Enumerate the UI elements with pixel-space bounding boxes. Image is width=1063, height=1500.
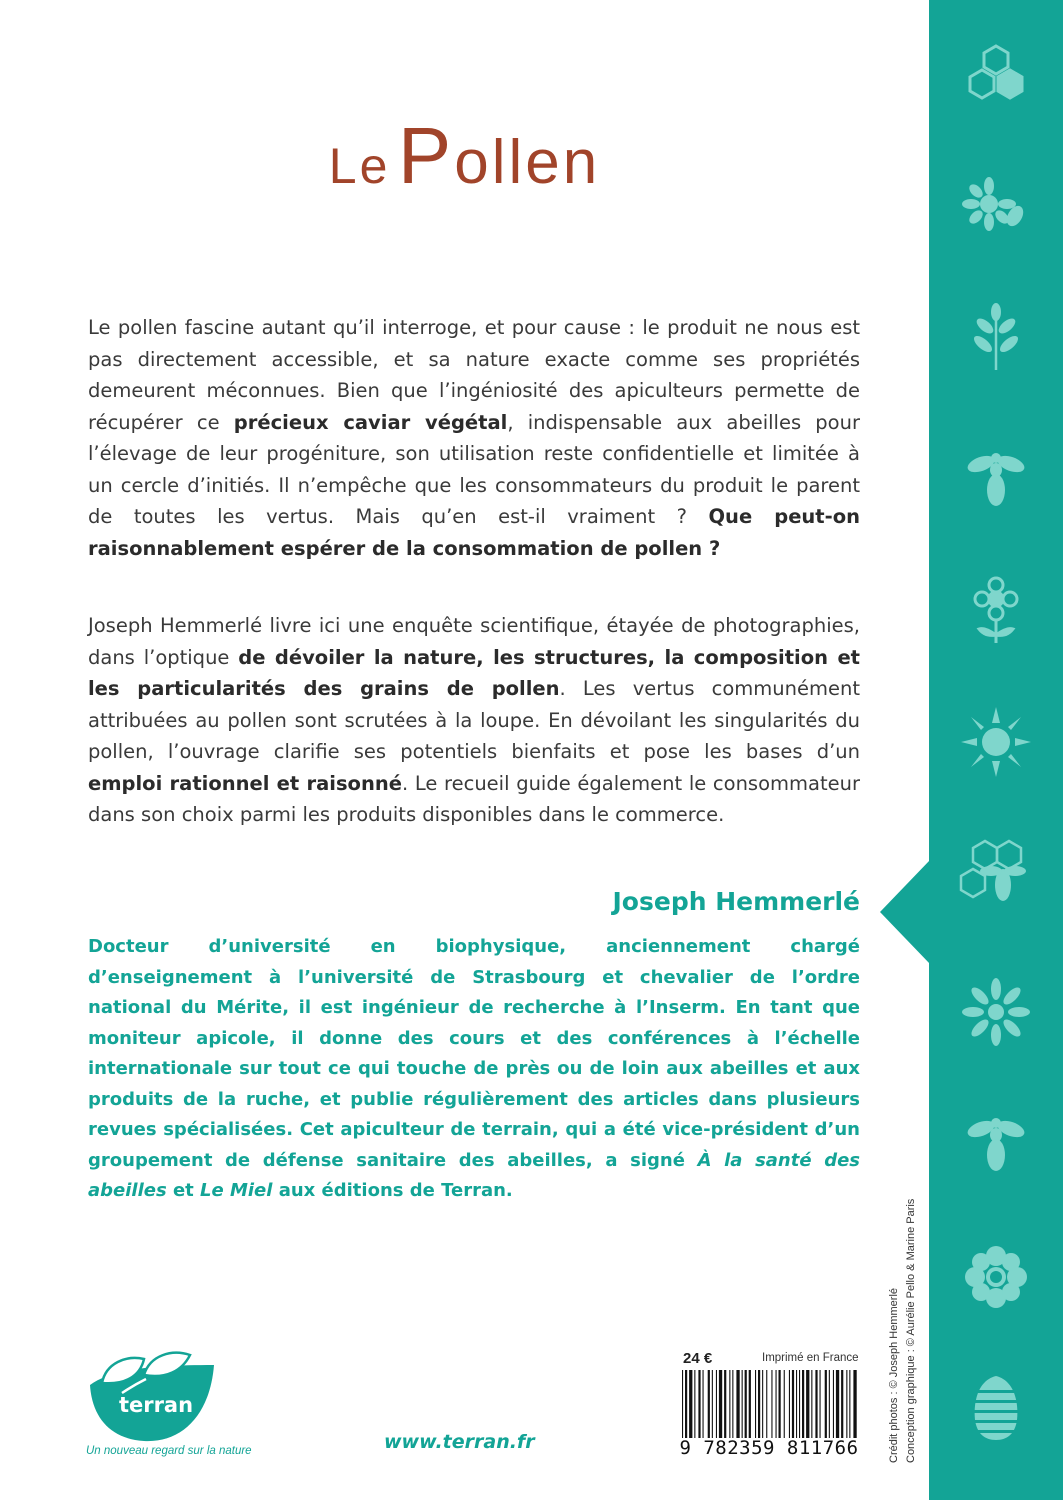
price: 24 €: [683, 1350, 713, 1367]
blurb-paragraph-1: [88, 312, 860, 564]
flower-icon: [959, 573, 1033, 647]
bio-text-3: aux éditions de Terran.: [272, 1180, 513, 1201]
blurb-p1-text-2: , indispensable aux abeilles pour l’élevage de leur progéniture, son utilisation reste confidentielle et limitée à un cercle d’initiés. Il n’empêche que les consommateurs du produit le parent de toutes les vertus. Mais qu’en est-il vraiment ?: [88, 410, 860, 528]
honeycomb-icon: [959, 40, 1033, 114]
band-notch: [880, 860, 930, 964]
blurb-p2-text-1: Joseph Hemmerlé livre ici une enquête scientifique, étayée de photographies, dans l’optique: [88, 614, 860, 669]
blurb-p1-text-1: Le pollen fascine autant qu’il interroge, et pour cause : le produit ne nous est pas directement accessible, et sa nature exacte comme ses propriétés demeurent méconnues. Bien que l’ingéniosité des apiculteurs permette de récupérer ce: [88, 316, 860, 434]
blurb-paragraph-2: [88, 610, 860, 831]
terran-logo-word: terran: [118, 1393, 194, 1417]
blurb-p2-bold-1: de dévoiler la nature, les structures, la composition et les particularités des grains de pollen: [88, 645, 860, 700]
credits: [886, 1183, 920, 1463]
bee-icon: [959, 1105, 1033, 1179]
blurb-p2-text-2: . Les vertus communément attribuées au pollen sont scrutées à la loupe. En dévoilant les singularités du pollen, l’ouvrage clarifie ses potentiels bienfaits et pose les bases d’un: [88, 677, 860, 763]
beehive-icon: [959, 1370, 1033, 1444]
bio-text-1: Docteur d’université en biophysique, anciennement chargé d’enseignement à l’université de Strasbourg et chevalier de l’ordre national du Mérite, il est ingénieur de recherche à l’Inserm. En tant que moniteur apicole, il donne des cours et des conférences à l’échelle internationale sur tout ce qui touche de près ou de loin aux abeilles et aux produits de la ruche, et publie régulièrement des articles dans plusieurs revues spécialisées. Cet apiculteur de terrain, qui a été vice-président d’un groupement de défense sanitaire des abeilles, a signé: [88, 936, 860, 1171]
bio-book-title-1: À la santé des abeilles: [88, 1149, 861, 1201]
bio-text-2: et: [166, 1180, 201, 1201]
title-capital-letter: P: [397, 111, 455, 200]
round-flower-icon: [959, 1240, 1033, 1314]
title-article: Le: [328, 138, 391, 194]
isbn-barcode: [680, 1370, 858, 1438]
author-bio: [88, 932, 860, 1207]
sun-icon: [959, 705, 1033, 779]
blurb-p1-bold-2: Que peut-on raisonnablement espérer de la consommation de pollen ?: [88, 505, 860, 560]
blurb-p1-bold-1: précieux caviar végétal: [233, 410, 508, 434]
author-name: Joseph Hemmerlé: [612, 887, 860, 916]
bee-honeycomb-icon: [959, 835, 1033, 909]
publisher-tagline: Un nouveau regard sur la nature: [86, 1445, 252, 1457]
book-title: [0, 110, 929, 202]
publisher-website[interactable]: www.terran.fr: [384, 1431, 535, 1453]
credits-photos: Crédit photos : © Joseph Hemmerlé: [888, 1287, 900, 1463]
bio-book-title-2: Le Miel: [200, 1180, 273, 1201]
printed-in: Imprimé en France: [762, 1352, 859, 1364]
isbn-number: 9 782359 811766: [679, 1437, 859, 1459]
title-word-rest: ollen: [454, 128, 601, 197]
blurb-p2-bold-2: emploi rationnel et raisonné: [88, 771, 402, 795]
leaf-branch-icon: [959, 300, 1033, 374]
daisy-icon: [959, 975, 1033, 1049]
credits-design: Conception graphique : © Aurélie Pello & Marine Paris: [905, 1198, 917, 1463]
blurb-p2-text-3: . Le recueil guide également le consommateur dans son choix parmi les produits disponibles dans le commerce.: [88, 771, 860, 826]
flower-bee-icon: [959, 168, 1033, 242]
bee-icon: [959, 440, 1033, 514]
